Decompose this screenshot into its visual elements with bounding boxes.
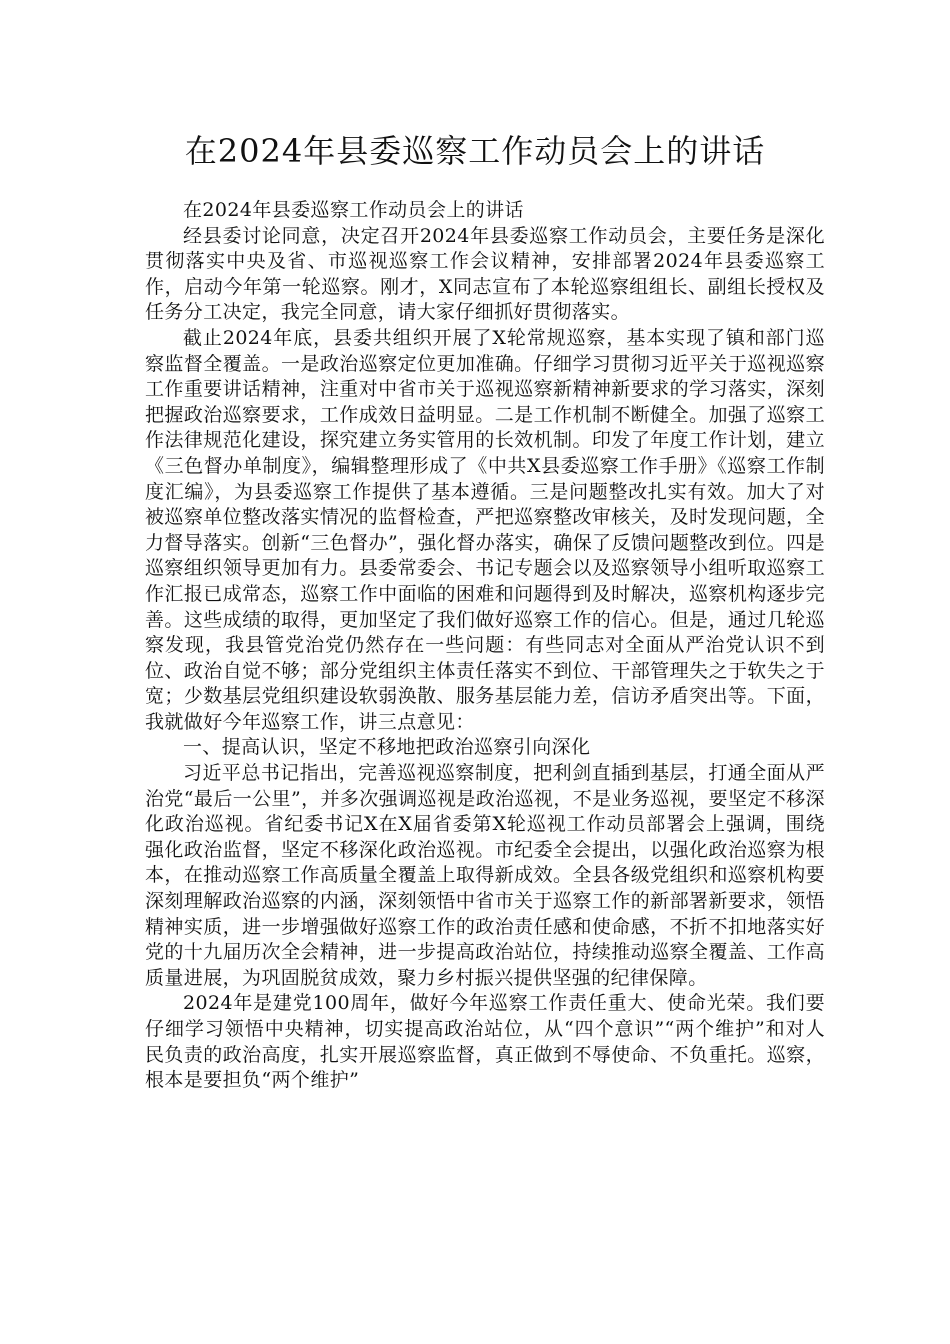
document-title: 在2024年县委巡察工作动员会上的讲话 — [184, 132, 766, 170]
body-paragraph: 经县委讨论同意，决定召开2024年县委巡察工作动员会，主要任务是深化贯彻落实中央及省、市巡视巡察工作会议精神，安排部署2024年县委巡察工作，启动今年第一轮巡察。刚才，X同志宣布了本轮巡察组组长、副组长授权及任务分工决定，我完全同意，请大家仔细抓好贯彻落实。 — [145, 224, 825, 324]
section-heading: 一、提高认识，坚定不移地把政治巡察引向深化 — [183, 736, 591, 759]
subtitle-paragraph: 在2024年县委巡察工作动员会上的讲话 — [183, 199, 524, 221]
document-body — [145, 198, 825, 1094]
body-paragraph: 2024年是建党100周年，做好今年巡察工作责任重大、使命光荣。我们要仔细学习领悟中央精神，切实提高政治站位，从“四个意识”“两个维护”和对人民负责的政治高度，扎实开展巡察监督，真正做到不辱使命、不负重托。巡察，根本是要担负“两个维护” — [145, 992, 825, 1092]
body-paragraph: 截止2024年底，县委共组织开展了X轮常规巡察，基本实现了镇和部门巡察监督全覆盖。一是政治巡察定位更加准确。仔细学习贯彻习近平关于巡视巡察工作重要讲话精神，注重对中省市关于巡视巡察新精神新要求的学习落实，深刻把握政治巡察要求，工作成效日益明显。二是工作机制不断健全。加强了巡察工作法律规范化建设，探究建立务实管用的长效机制。印发了年度工作计划，建立《三色督办单制度》，编辑整理形成了《中共X县委巡察工作手册》《巡察工作制度汇编》，为县委巡察工作提供了基本遵循。三是问题整改扎实有效。加大了对被巡察单位整改落实情况的监督检查，严把巡察整改审核关，及时发现问题，全力督导落实。创新“三色督办”，强化督办落实，确保了反馈问题整改到位。四是巡察组织领导更加有力。县委常委会、书记专题会以及巡察领导小组听取巡察工作汇报已成常态，巡察工作中面临的困难和问题得到及时解决，巡察机构逐步完善。这些成绩的取得，更加坚定了我们做好巡察工作的信心。但是，通过几轮巡察发现，我县管党治党仍然存在一些问题：有些同志对全面从严治党认识不到位、政治自觉不够；部分党组织主体责任落实不到位、干部管理失之于软失之于宽；少数基层党组织建设软弱涣散、服务基层能力差，信访矛盾突出等。下面，我就做好今年巡察工作，讲三点意见： — [145, 326, 825, 733]
body-paragraph: 习近平总书记指出，完善巡视巡察制度，把利剑直插到基层，打通全面从严治党“最后一公里”，并多次强调巡视是政治巡视，不是业务巡视，要坚定不移深化政治巡视。省纪委书记X在X届省委第X轮巡视工作动员部署会上强调，围绕强化政治监督，坚定不移深化政治巡视。市纪委全会提出，以强化政治巡察为根本，在推动巡察工作高质量全覆盖上取得新成效。全县各级党组织和巡察机构要深刻理解政治巡察的内涵，深刻领悟中省市关于巡察工作的新部署新要求，领悟精神实质，进一步增强做好巡察工作的政治责任感和使命感，不折不扣地落实好党的十九届历次全会精神，进一步提高政治站位，持续推动巡察全覆盖、工作高质量进展，为巩固脱贫成效，聚力乡村振兴提供坚强的纪律保障。 — [145, 762, 825, 989]
